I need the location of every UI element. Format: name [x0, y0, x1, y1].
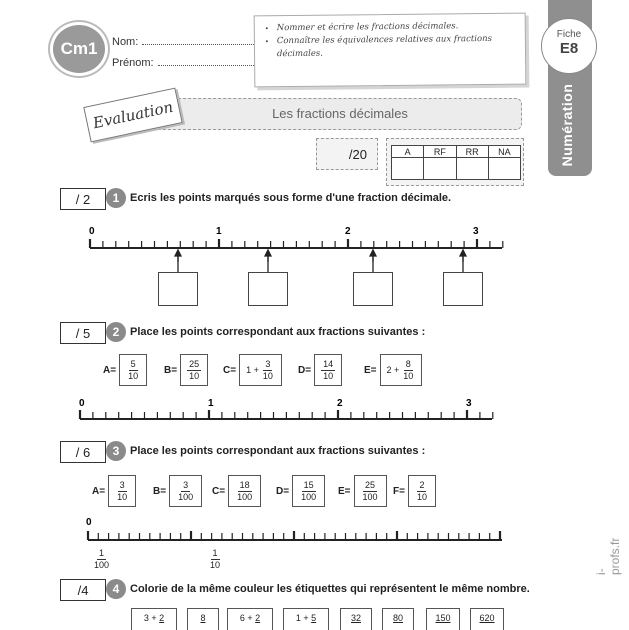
fiche-code: E8 [559, 40, 579, 57]
ex3-item-b: B= $\frac{3}{100}$ [153, 475, 202, 507]
ex4-tag-3[interactable]: 6 + 2 [227, 608, 273, 630]
grade-cell[interactable] [392, 158, 424, 180]
ex2-label-2: 2 [337, 398, 343, 409]
ex3-label-0: 0 [86, 517, 92, 528]
ex2-item-d: D= $\frac{14}{10}$ [298, 354, 342, 386]
ex4-tag-4[interactable]: 1 + 5 [283, 608, 329, 630]
ex3-item-c: C= $\frac{18}{100}$ [212, 475, 261, 507]
ex2-instruction: Place les points correspondant aux fractions suivantes : [130, 326, 426, 338]
ex1-answer-box-4[interactable] [443, 272, 483, 306]
ex1-label-1: 1 [216, 226, 222, 237]
watermark: i-profs.fr [594, 537, 622, 575]
ex2-item-c: C= 1 + $\frac{3}{10}$ [223, 354, 282, 386]
ex1-label-0: 0 [89, 226, 95, 237]
ex3-instruction: Place les points correspondant aux fractions suivantes : [130, 445, 426, 457]
ex1-answer-box-2[interactable] [248, 272, 288, 306]
name-field[interactable] [112, 35, 272, 48]
ex4-tag-6[interactable]: 80 [382, 608, 414, 630]
ex4-tag-8[interactable]: 620 [470, 608, 504, 630]
page-title: Les fractions décimales [272, 106, 408, 121]
objective-2: • Connaître les équivalences relatives aux fractions décimales. [277, 33, 517, 62]
level-badge: Cm1 [50, 22, 108, 76]
grade-rr: RR [456, 146, 488, 158]
ex3-number: 3 [106, 441, 126, 461]
name-label: Nom: [112, 36, 139, 48]
ex2-number: 2 [106, 322, 126, 342]
ex4-number: 4 [106, 579, 126, 599]
grade-rf: RF [424, 146, 456, 158]
ex2-label-0: 0 [79, 398, 85, 409]
ex4-points: /4 [60, 579, 106, 601]
ex1-label-3: 3 [473, 226, 479, 237]
score-text: /20 [348, 146, 367, 162]
ex1-label-2: 2 [345, 226, 351, 237]
ex3-points: / 6 [60, 441, 106, 463]
ex2-item-a: A= $\frac{5}{10}$ [103, 354, 147, 386]
ex2-item-b: B= $\frac{25}{10}$ [164, 354, 208, 386]
ex1-answer-box-3[interactable] [353, 272, 393, 306]
ex1-instruction: Ecris les points marqués sous forme d'une fraction décimale. [130, 192, 452, 204]
ex1-arrow-stems [80, 252, 510, 272]
firstname-label: Prénom: [112, 57, 154, 69]
ex4-tag-2[interactable]: 8 [187, 608, 219, 630]
ex3-item-a: A= $\frac{3}{10}$ [92, 475, 136, 507]
grade-cell[interactable] [456, 158, 488, 180]
ex2-label-3: 3 [466, 398, 472, 409]
ex3-item-d: D= $\frac{15}{100}$ [276, 475, 325, 507]
firstname-field[interactable] [112, 56, 268, 69]
ex1-answer-box-1[interactable] [158, 272, 198, 306]
objectives-note [254, 13, 527, 88]
domain-label: Numération [559, 83, 575, 167]
ex1-number: 1 [106, 188, 126, 208]
ex4-instruction: Colorie de la même couleur les étiquettes qui représentent le même nombre. [130, 583, 530, 595]
ex2-label-1: 1 [208, 398, 214, 409]
evaluation-tag: Evaluation [83, 88, 182, 143]
grade-grid [386, 138, 524, 186]
ex3-bottom-label-2: $\frac{1}{10}$ [210, 548, 221, 570]
ex1-points: / 2 [60, 188, 106, 210]
ex4-tag-1[interactable]: 3 + 2 [131, 608, 177, 630]
ex2-points: / 5 [60, 322, 106, 344]
grade-cell[interactable] [424, 158, 456, 180]
ex2-number-line [72, 394, 502, 426]
grade-a: A [392, 146, 424, 158]
grade-cell[interactable] [488, 158, 520, 180]
ex2-item-e: E= 2 + $\frac{8}{10}$ [364, 354, 422, 386]
ex3-number-line [80, 515, 510, 547]
ex3-bottom-label-1: $\frac{1}{100}$ [94, 548, 110, 570]
objective-1: • Nommer et écrire les fractions décimales. [277, 20, 517, 36]
total-score [316, 138, 378, 170]
grade-na: NA [488, 146, 520, 158]
ex3-item-f: F= $\frac{2}{10}$ [393, 475, 436, 507]
ex3-item-e: E= $\frac{25}{100}$ [338, 475, 387, 507]
ex4-tag-5[interactable]: 32 [340, 608, 372, 630]
fiche-label: Fiche [556, 29, 582, 40]
ex4-tag-7[interactable]: 150 [426, 608, 460, 630]
